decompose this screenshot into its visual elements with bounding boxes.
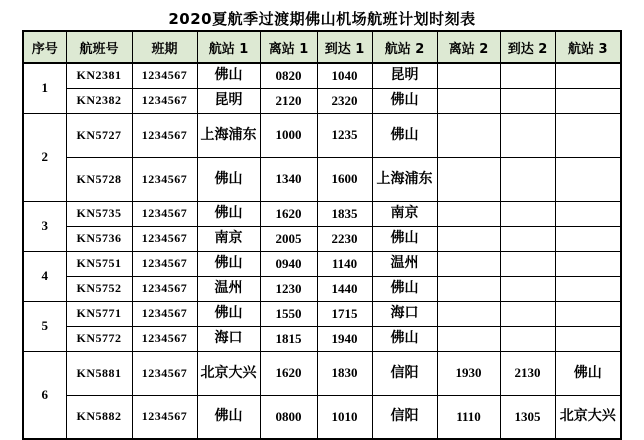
station3-cell <box>555 276 621 301</box>
table-row <box>23 63 621 88</box>
arr1-time-cell: 1830 <box>317 351 372 395</box>
dep2-time-cell: 1110 <box>437 395 500 439</box>
flight-no-cell: KN5772 <box>66 326 132 351</box>
days-cell: 1234567 <box>132 351 197 395</box>
table-row <box>23 251 621 276</box>
station1-cell: 南京 <box>197 226 260 251</box>
flight-no-cell: KN2381 <box>66 63 132 88</box>
arr1-time-cell: 1235 <box>317 113 372 157</box>
table-row <box>23 395 621 439</box>
flight-no-cell: KN5735 <box>66 201 132 226</box>
flight-no-cell: KN5881 <box>66 351 132 395</box>
arr2-time-cell <box>500 157 555 201</box>
arr2-time-cell <box>500 301 555 326</box>
arr2-time-cell <box>500 63 555 88</box>
group-seq-cell: 5 <box>23 301 66 351</box>
dep1-time-cell: 1550 <box>260 301 317 326</box>
flight-no-cell: KN5751 <box>66 251 132 276</box>
arr1-time-cell: 2320 <box>317 88 372 113</box>
dep2-time-cell <box>437 88 500 113</box>
station2-cell: 佛山 <box>372 276 437 301</box>
days-cell: 1234567 <box>132 326 197 351</box>
group-seq-cell: 3 <box>23 201 66 251</box>
station2-cell: 佛山 <box>372 226 437 251</box>
col-header-station2: 航站 2 <box>372 31 437 63</box>
dep2-time-cell <box>437 251 500 276</box>
page-title: 2020夏航季过渡期佛山机场航班计划时刻表 <box>168 10 476 28</box>
dep2-time-cell <box>437 226 500 251</box>
dep1-time-cell: 2120 <box>260 88 317 113</box>
flight-no-cell: KN5882 <box>66 395 132 439</box>
arr1-time-cell: 1010 <box>317 395 372 439</box>
table-row <box>23 326 621 351</box>
station1-cell: 佛山 <box>197 63 260 88</box>
dep2-time-cell <box>437 63 500 88</box>
station3-cell <box>555 251 621 276</box>
arr2-time-cell <box>500 276 555 301</box>
station3-cell <box>555 201 621 226</box>
station3-cell <box>555 157 621 201</box>
days-cell: 1234567 <box>132 113 197 157</box>
arr2-time-cell <box>500 326 555 351</box>
station2-cell: 海口 <box>372 301 437 326</box>
dep1-time-cell: 2005 <box>260 226 317 251</box>
dep1-time-cell: 0800 <box>260 395 317 439</box>
station2-cell: 上海浦东 <box>372 157 437 201</box>
dep1-time-cell: 1230 <box>260 276 317 301</box>
col-header-days: 班期 <box>132 31 197 63</box>
station3-cell: 北京大兴 <box>555 395 621 439</box>
dep2-time-cell <box>437 276 500 301</box>
flight-no-cell: KN5727 <box>66 113 132 157</box>
table-row <box>23 88 621 113</box>
station1-cell: 佛山 <box>197 251 260 276</box>
table-row <box>23 301 621 326</box>
station1-cell: 昆明 <box>197 88 260 113</box>
station3-cell: 佛山 <box>555 351 621 395</box>
station2-cell: 南京 <box>372 201 437 226</box>
station3-cell <box>555 226 621 251</box>
arr2-time-cell <box>500 201 555 226</box>
arr1-time-cell: 1940 <box>317 326 372 351</box>
station1-cell: 佛山 <box>197 395 260 439</box>
station2-cell: 昆明 <box>372 63 437 88</box>
col-header-seq: 序号 <box>23 31 66 63</box>
flight-no-cell: KN5752 <box>66 276 132 301</box>
arr2-time-cell <box>500 88 555 113</box>
days-cell: 1234567 <box>132 251 197 276</box>
days-cell: 1234567 <box>132 201 197 226</box>
arr2-time-cell <box>500 226 555 251</box>
col-header-arr2: 到达 2 <box>500 31 555 63</box>
station1-cell: 北京大兴 <box>197 351 260 395</box>
days-cell: 1234567 <box>132 88 197 113</box>
group-seq-cell: 2 <box>23 113 66 201</box>
arr1-time-cell: 1600 <box>317 157 372 201</box>
dep2-time-cell <box>437 301 500 326</box>
station2-cell: 温州 <box>372 251 437 276</box>
arr2-time-cell: 2130 <box>500 351 555 395</box>
station1-cell: 温州 <box>197 276 260 301</box>
table-row <box>23 113 621 157</box>
table-row <box>23 157 621 201</box>
arr2-time-cell <box>500 113 555 157</box>
days-cell: 1234567 <box>132 157 197 201</box>
flight-no-cell: KN5728 <box>66 157 132 201</box>
station3-cell <box>555 63 621 88</box>
station1-cell: 上海浦东 <box>197 113 260 157</box>
station3-cell <box>555 88 621 113</box>
dep1-time-cell: 1620 <box>260 201 317 226</box>
station2-cell: 佛山 <box>372 113 437 157</box>
station2-cell: 佛山 <box>372 88 437 113</box>
station3-cell <box>555 326 621 351</box>
arr1-time-cell: 1440 <box>317 276 372 301</box>
flight-no-cell: KN5736 <box>66 226 132 251</box>
col-header-dep2: 离站 2 <box>437 31 500 63</box>
flight-no-cell: KN5771 <box>66 301 132 326</box>
table-row <box>23 351 621 395</box>
table-row <box>23 201 621 226</box>
station1-cell: 佛山 <box>197 301 260 326</box>
flight-timetable <box>22 30 622 440</box>
days-cell: 1234567 <box>132 395 197 439</box>
station2-cell: 信阳 <box>372 351 437 395</box>
arr1-time-cell: 1835 <box>317 201 372 226</box>
group-seq-cell: 1 <box>23 63 66 113</box>
station3-cell <box>555 113 621 157</box>
station1-cell: 海口 <box>197 326 260 351</box>
dep2-time-cell <box>437 201 500 226</box>
station1-cell: 佛山 <box>197 201 260 226</box>
header-row <box>23 31 621 63</box>
station2-cell: 佛山 <box>372 326 437 351</box>
arr1-time-cell: 2230 <box>317 226 372 251</box>
table-row <box>23 226 621 251</box>
flight-no-cell: KN2382 <box>66 88 132 113</box>
station2-cell: 信阳 <box>372 395 437 439</box>
dep1-time-cell: 0820 <box>260 63 317 88</box>
dep2-time-cell <box>437 157 500 201</box>
dep1-time-cell: 1000 <box>260 113 317 157</box>
arr1-time-cell: 1040 <box>317 63 372 88</box>
days-cell: 1234567 <box>132 63 197 88</box>
col-header-arr1: 到达 1 <box>317 31 372 63</box>
dep1-time-cell: 1815 <box>260 326 317 351</box>
dep1-time-cell: 0940 <box>260 251 317 276</box>
col-header-dep1: 离站 1 <box>260 31 317 63</box>
dep2-time-cell <box>437 326 500 351</box>
station1-cell: 佛山 <box>197 157 260 201</box>
table-row <box>23 276 621 301</box>
col-header-flight-no: 航班号 <box>66 31 132 63</box>
dep1-time-cell: 1340 <box>260 157 317 201</box>
station3-cell <box>555 301 621 326</box>
dep2-time-cell: 1930 <box>437 351 500 395</box>
group-seq-cell: 4 <box>23 251 66 301</box>
days-cell: 1234567 <box>132 276 197 301</box>
col-header-station1: 航站 1 <box>197 31 260 63</box>
dep2-time-cell <box>437 113 500 157</box>
arr2-time-cell: 1305 <box>500 395 555 439</box>
col-header-station3: 航站 3 <box>555 31 621 63</box>
group-seq-cell: 6 <box>23 351 66 439</box>
days-cell: 1234567 <box>132 301 197 326</box>
dep1-time-cell: 1620 <box>260 351 317 395</box>
arr1-time-cell: 1715 <box>317 301 372 326</box>
days-cell: 1234567 <box>132 226 197 251</box>
arr1-time-cell: 1140 <box>317 251 372 276</box>
arr2-time-cell <box>500 251 555 276</box>
